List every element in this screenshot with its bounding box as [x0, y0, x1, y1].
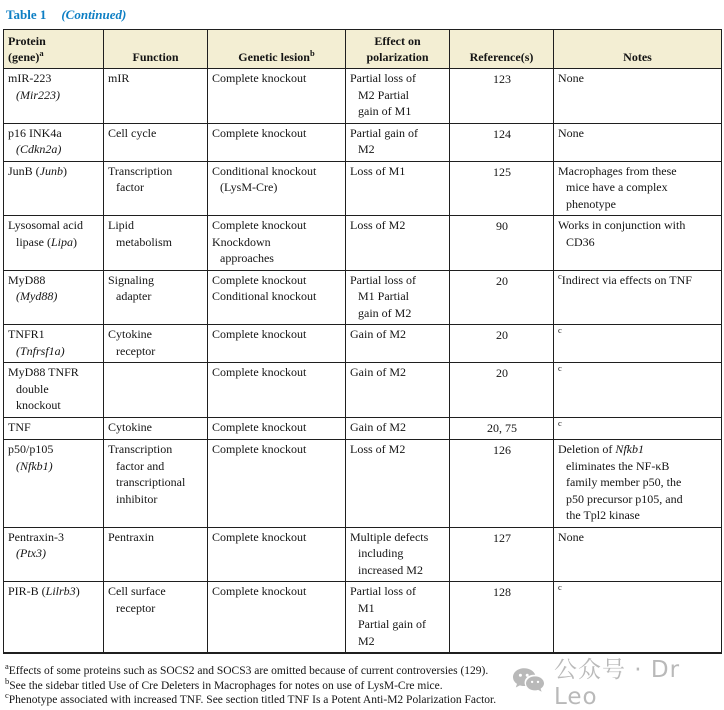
column-header-protein: Protein (gene)$^a$ [4, 30, 104, 69]
cell-protein: TNF [4, 417, 104, 440]
footnote-b: $^b$See the sidebar titled Use of Cre Deleters in Macrophages for notes on use of LysM-Cre mice. [5, 675, 443, 692]
cell-function: Transcription factor [104, 161, 208, 216]
cell-refs: 20 [450, 325, 554, 363]
table-row [4, 417, 722, 440]
cell-effect: Loss of M1 [346, 161, 450, 216]
cell-protein: PIR-B (Lilrb3) [4, 582, 104, 654]
cell-function [104, 363, 208, 418]
column-header-effect: Effect on polarization [346, 30, 450, 69]
table-row [4, 363, 722, 418]
watermark [512, 651, 724, 710]
cell-protein: MyD88 (Myd88) [4, 270, 104, 325]
cell-function: Transcription factor and transcriptional inhibitor [104, 440, 208, 528]
table-row [4, 325, 722, 363]
cell-function: Cell surface receptor [104, 582, 208, 654]
cell-effect: Partial gain of M2 [346, 123, 450, 161]
cell-lesion: Complete knockout Knockdown approaches [208, 216, 346, 271]
cell-notes: c [554, 325, 722, 363]
cell-lesion: Complete knockout [208, 123, 346, 161]
cell-lesion: Complete knockout [208, 69, 346, 124]
header-row [4, 30, 722, 69]
cell-function: Cell cycle [104, 123, 208, 161]
watermark-text: 公众号 · Dr Leo [554, 657, 681, 710]
table-title-continued: (Continued) [61, 7, 127, 22]
cell-notes: None [554, 123, 722, 161]
cell-function: Lipid metabolism [104, 216, 208, 271]
column-header-refs: Reference(s) [450, 30, 554, 69]
cell-lesion: Complete knockout Conditional knockout [208, 270, 346, 325]
cell-protein: JunB (Junb) [4, 161, 104, 216]
footnote-a: $^a$Effects of some proteins such as SOCS2 and SOCS3 are omitted because of current controversies (129). [5, 661, 489, 677]
cell-refs: 127 [450, 527, 554, 582]
footnote-c: $^c$Phenotype associated with increased TNF. See section titled TNF Is a Potent Anti-M2 Polarization Factor. [5, 690, 497, 706]
cell-lesion: Complete knockout [208, 440, 346, 528]
cell-effect: Multiple defects including increased M2 [346, 527, 450, 582]
cell-effect: Loss of M2 [346, 216, 450, 271]
table-row [4, 527, 722, 582]
cell-refs: 123 [450, 69, 554, 124]
cell-refs: 125 [450, 161, 554, 216]
cell-refs: 20, 75 [450, 417, 554, 440]
cell-notes: None [554, 527, 722, 582]
cell-lesion: Conditional knockout (LysM-Cre) [208, 161, 346, 216]
cell-function: Cytokine [104, 417, 208, 440]
cell-effect: Partial loss of M2 Partial gain of M1 [346, 69, 450, 124]
cell-refs: 126 [450, 440, 554, 528]
cell-protein: TNFR1 (Tnfrsf1a) [4, 325, 104, 363]
cell-notes: c [554, 582, 722, 654]
cell-lesion: Complete knockout [208, 417, 346, 440]
table-title-label: Table 1 [6, 7, 47, 22]
cell-lesion: Complete knockout [208, 363, 346, 418]
table-row [4, 123, 722, 161]
cell-notes: c [554, 363, 722, 418]
column-header-lesion: Genetic lesion$^b$ [208, 30, 346, 69]
cell-function: mIR [104, 69, 208, 124]
cell-function: Cytokine receptor [104, 325, 208, 363]
cell-refs: 90 [450, 216, 554, 271]
cell-notes: Macrophages from these mice have a complex phenotype [554, 161, 722, 216]
cell-effect: Gain of M2 [346, 417, 450, 440]
cell-effect: Loss of M2 [346, 440, 450, 528]
cell-protein: Lysosomal acid lipase (Lipa) [4, 216, 104, 271]
table-row [4, 216, 722, 271]
cell-refs: 128 [450, 582, 554, 654]
table-row [4, 161, 722, 216]
table-row [4, 582, 722, 654]
cell-lesion: Complete knockout [208, 527, 346, 582]
cell-effect: Partial loss of M1 Partial gain of M2 [346, 582, 450, 654]
wechat-icon [512, 667, 545, 695]
table-row [4, 69, 722, 124]
table-row [4, 270, 722, 325]
cell-refs: 20 [450, 363, 554, 418]
cell-protein: p16 INK4a (Cdkn2a) [4, 123, 104, 161]
cell-refs: 124 [450, 123, 554, 161]
table-title [6, 7, 724, 23]
cell-protein: p50/p105 (Nfkb1) [4, 440, 104, 528]
cell-protein: Pentraxin-3 (Ptx3) [4, 527, 104, 582]
column-header-function: Function [104, 30, 208, 69]
cell-notes: c [554, 417, 722, 440]
column-header-notes: Notes [554, 30, 722, 69]
cell-notes: $^c$Indirect via effects on TNF [554, 270, 722, 325]
cell-lesion: Complete knockout [208, 582, 346, 654]
cell-function: Pentraxin [104, 527, 208, 582]
data-table [3, 29, 722, 654]
table-row [4, 440, 722, 528]
cell-refs: 20 [450, 270, 554, 325]
cell-effect: Gain of M2 [346, 325, 450, 363]
cell-function: Signaling adapter [104, 270, 208, 325]
cell-protein: mIR-223 (Mir223) [4, 69, 104, 124]
cell-notes: None [554, 69, 722, 124]
cell-effect: Partial loss of M1 Partial gain of M2 [346, 270, 450, 325]
cell-notes: Works in conjunction with CD36 [554, 216, 722, 271]
cell-protein: MyD88 TNFR double knockout [4, 363, 104, 418]
cell-lesion: Complete knockout [208, 325, 346, 363]
cell-notes: Deletion of Nfkb1 eliminates the NF-κB family member p50, the p50 precursor p105, and the Tpl2 kinase [554, 440, 722, 528]
cell-effect: Gain of M2 [346, 363, 450, 418]
